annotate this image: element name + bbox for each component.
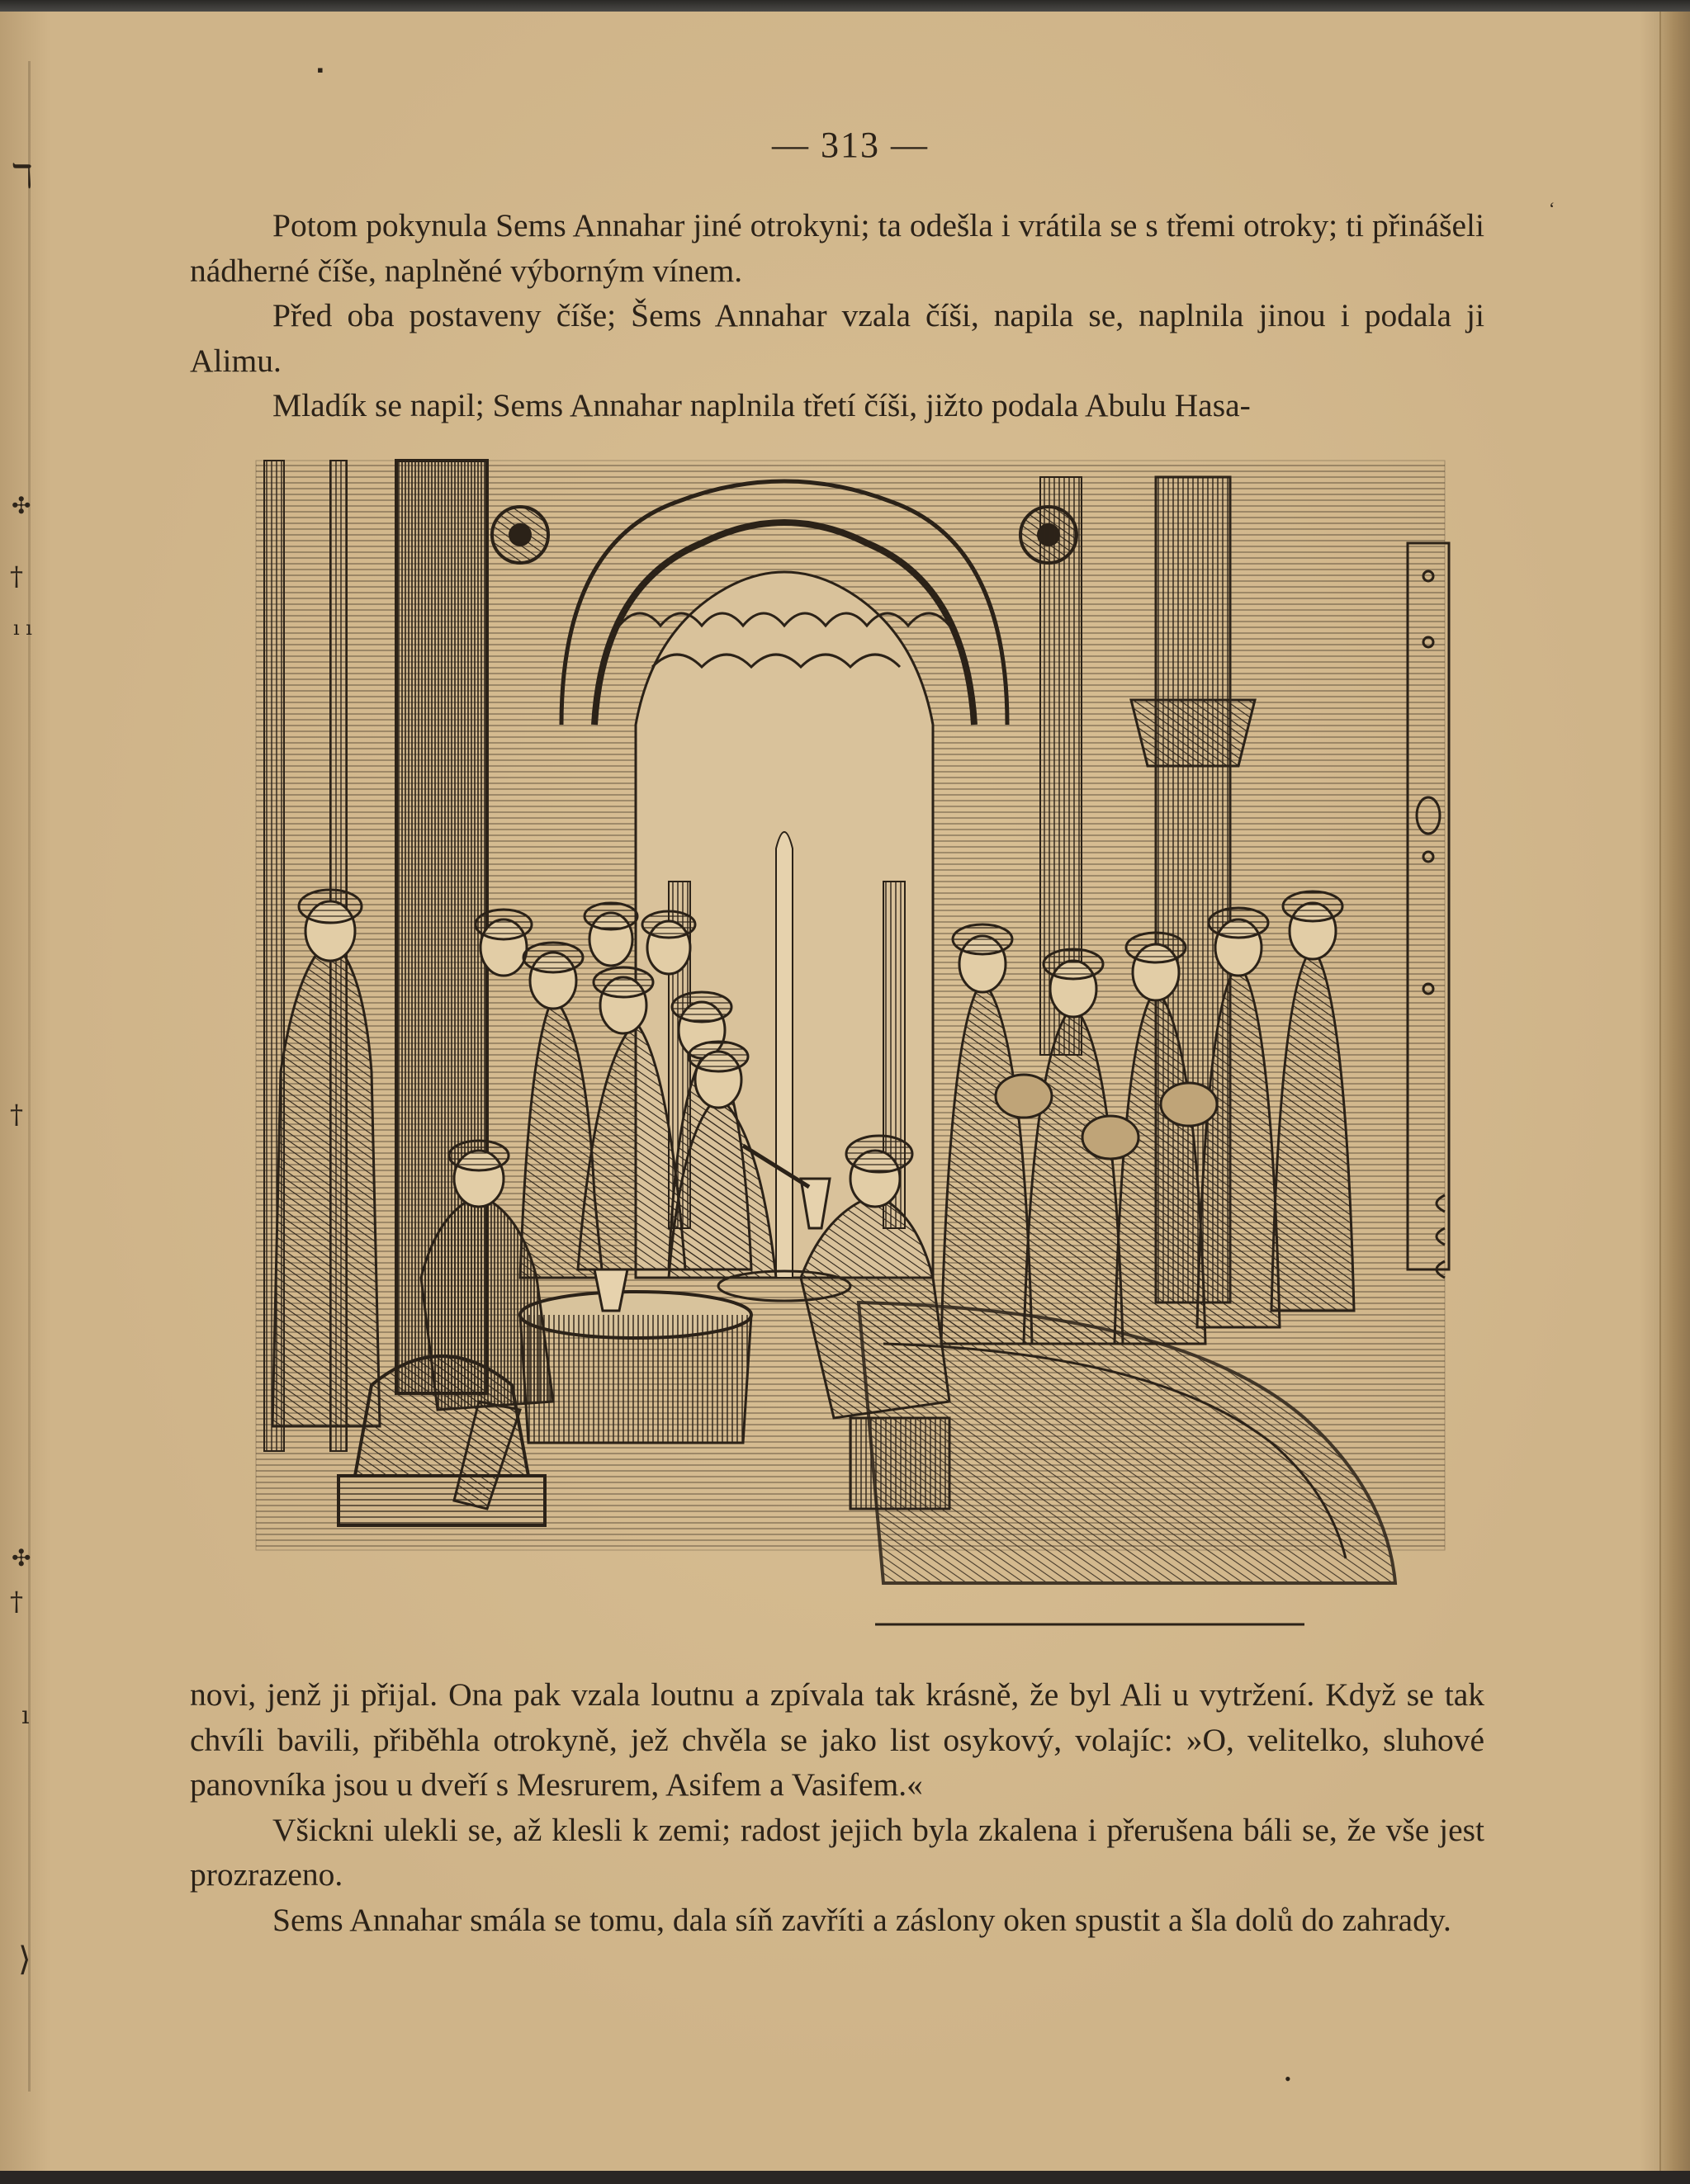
body-text-upper <box>190 203 1484 428</box>
binding-thread-mark: † <box>10 1099 23 1130</box>
page-number: — 313 — <box>772 125 929 165</box>
binding-thread-mark: ı ı <box>13 617 32 640</box>
paragraph: Potom pokynula Sems Annahar jiné otrokyni; ta odešla i vrátila se s třemi otroky; ti přinášeli nádherné číše, naplněné výborným vínem. <box>190 207 1484 289</box>
binding-thread-mark: ℸ <box>12 158 33 196</box>
binding-thread-mark: ⟩ <box>18 1941 31 1978</box>
binding-gutter <box>0 12 45 2171</box>
paragraph: Všickni ulekli se, až klesli k zemi; radost jejich byla zkalena i přerušena báli se, že vše jest prozrazeno. <box>190 1811 1484 1893</box>
engraving-illustration <box>206 452 1478 1633</box>
binding-thread-mark: † <box>10 560 23 592</box>
binding-thread-mark: ✣ <box>12 1544 31 1572</box>
paragraph: Sems Annahar smála se tomu, dala síň zavříti a záslony oken spustit a šla dolů do zahrady. <box>272 1901 1451 1938</box>
page-right-edge <box>1659 12 1690 2171</box>
binding-thread-mark: † <box>10 1586 23 1617</box>
paragraph: Mladík se napil; Sems Annahar naplnila třetí číši, jižto podala Abulu Hasa- <box>272 387 1251 423</box>
body-text-lower <box>190 1672 1484 1942</box>
binding-thread-mark: ✣ <box>12 492 31 519</box>
paper-speck: • <box>1285 2068 1291 2089</box>
fountain-jet <box>776 832 793 1278</box>
paper-speck: ʻ <box>1549 198 1555 219</box>
paper-speck: ▪ <box>317 59 324 80</box>
scan-bottom-border <box>0 2171 1690 2184</box>
paragraph: Před oba postaveny číše; Šems Annahar vzala číši, napila se, naplnila jinou i podala ji Alimu. <box>190 297 1484 379</box>
paragraph: novi, jenž ji přijal. Ona pak vzala loutnu a zpívala tak krásně, že byl Ali u vytržení. Když se tak chvíli bavili, přiběhla otrokyně, jež chvěla se jako list osykový, volajíc: »O, velitelko, sluhové panovníka jsou u dveří s Mesrurem, Asifem a Vasifem.« <box>190 1676 1484 1803</box>
stool <box>850 1418 949 1509</box>
gutter-line <box>28 61 31 2092</box>
binding-thread-mark: ı <box>21 1701 30 1730</box>
scan-top-border <box>0 0 1690 12</box>
palace-hall-engraving <box>206 452 1478 1633</box>
